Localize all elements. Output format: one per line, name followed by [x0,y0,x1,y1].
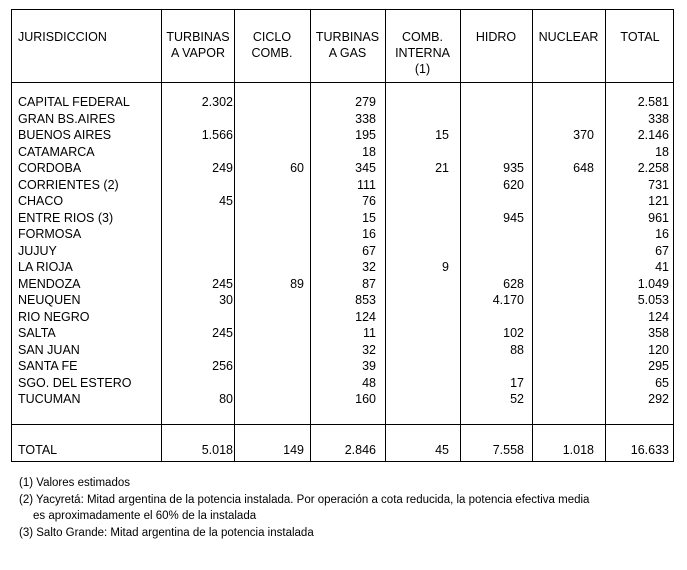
total-label: TOTAL [18,443,58,457]
cell-nuclear: 648 [573,161,594,175]
cell-turbinas-vapor: 245 [212,276,233,291]
cell-turbinas-gas: 111 [356,177,376,192]
cell-jurisdiccion: RIO NEGRO [18,309,90,324]
cell-hidro: 88 [510,342,524,357]
header-nuclear: NUCLEAR [538,30,599,44]
cell-jurisdiccion: MENDOZA [18,276,81,291]
cell-jurisdiccion: SGO. DEL ESTERO [18,375,132,390]
column-divider [234,10,235,461]
cell-hidro: 935 [503,161,524,175]
cell-turbinas-gas: 15 [362,210,376,225]
cell-turbinas-gas: 32 [362,342,376,357]
header-comb-interna: COMB. INTERNA (1) [395,30,450,76]
cell-turbinas-gas: 160 [355,392,376,406]
cell-hidro: 4.170 [492,293,524,307]
footnote-2-continued: es aproximadamente el 60% de la instalada [33,510,257,522]
cell-turbinas-vapor: 256 [212,359,233,373]
cell-comb-interna: 9 [442,260,449,274]
cell-jurisdiccion: GRAN BS.AIRES [18,111,116,126]
cell-jurisdiccion: SAN JUAN [18,342,80,357]
cell-total: 5.053 [637,293,669,307]
total-total: 16.633 [630,443,669,457]
cell-turbinas-gas: 195 [355,128,376,142]
cell-total: 121 [648,194,669,208]
total-hidro: 7.558 [492,443,524,457]
cell-ciclo-comb: 60 [290,161,304,175]
cell-jurisdiccion: BUENOS AIRES [18,128,112,142]
header-total: TOTAL [620,30,660,44]
cell-total: 731 [648,177,669,192]
header-ciclo-comb: CICLO COMB. [251,30,293,60]
header-jurisdiccion: JURISDICCION [18,30,107,44]
cell-hidro: 620 [503,177,524,192]
cell-total: 18 [655,144,669,159]
cell-turbinas-gas: 345 [355,161,376,175]
cell-nuclear: 370 [573,128,594,142]
cell-total: 961 [648,210,669,225]
cell-hidro: 945 [503,210,524,225]
cell-turbinas-gas: 87 [362,276,376,291]
cell-total: 65 [655,375,669,390]
cell-turbinas-vapor: 80 [219,392,233,406]
footnote-1: (1) Valores estimados [19,477,130,489]
cell-total: 2.146 [637,128,669,142]
column-divider [532,10,533,461]
cell-jurisdiccion: TUCUMAN [18,392,81,406]
total-interna: 45 [435,443,449,457]
cell-jurisdiccion: CHACO [18,194,64,208]
cell-turbinas-gas: 11 [363,326,376,340]
cell-jurisdiccion: NEUQUEN [18,293,81,307]
cell-total: 1.049 [637,276,669,291]
cell-hidro: 102 [503,326,524,340]
cell-hidro: 17 [510,375,524,390]
cell-jurisdiccion: CAPITAL FEDERAL [18,95,130,109]
cell-jurisdiccion: LA RIOJA [18,260,73,274]
cell-total: 124 [648,309,669,324]
cell-turbinas-vapor: 2.302 [201,95,233,109]
cell-total: 16 [655,227,669,241]
footnotes [19,475,589,541]
total-ciclo: 149 [283,443,304,457]
cell-hidro: 628 [503,276,524,291]
cell-comb-interna: 15 [435,128,449,142]
cell-turbinas-vapor: 245 [212,326,233,340]
cell-turbinas-gas: 67 [362,243,376,258]
cell-total: 67 [655,243,669,258]
cell-total: 2.258 [637,161,669,175]
header-turbinas-vapor: TURBINAS A VAPOR [166,30,230,60]
cell-turbinas-gas: 18 [362,144,376,159]
cell-jurisdiccion: SANTA FE [18,359,78,373]
cell-turbinas-gas: 76 [362,194,376,208]
total-divider [12,424,673,425]
cell-turbinas-gas: 32 [362,260,376,274]
cell-total: 295 [648,359,669,373]
cell-turbinas-gas: 48 [362,375,376,390]
header-turbinas-gas: TURBINAS A GAS [315,30,380,60]
total-gas: 2.846 [344,443,376,457]
total-vapor: 5.018 [201,443,233,457]
cell-total: 358 [648,326,669,340]
cell-total: 2.581 [637,95,669,109]
cell-jurisdiccion: SALTA [18,326,56,340]
power-table [11,9,674,462]
footnote-3: (3) Salto Grande: Mitad argentina de la potencia instalada [19,526,314,539]
header-divider [12,82,673,83]
column-divider [385,10,386,461]
cell-jurisdiccion: CATAMARCA [18,144,95,159]
cell-jurisdiccion: CORDOBA [18,161,82,175]
cell-turbinas-vapor: 1.566 [201,128,233,142]
cell-total: 41 [655,260,669,274]
cell-turbinas-vapor: 30 [219,293,233,307]
total-nuclear: 1.018 [562,443,594,457]
cell-total: 292 [648,392,669,406]
cell-turbinas-gas: 124 [355,309,376,324]
cell-turbinas-vapor: 45 [219,194,233,208]
cell-hidro: 52 [510,392,524,406]
cell-jurisdiccion: FORMOSA [18,227,82,241]
cell-turbinas-gas: 338 [355,111,376,126]
cell-comb-interna: 21 [435,161,449,175]
cell-ciclo-comb: 89 [290,276,304,291]
cell-jurisdiccion: JUJUY [18,243,57,258]
cell-total: 120 [648,342,669,357]
cell-jurisdiccion: ENTRE RIOS (3) [18,210,114,225]
cell-turbinas-gas: 39 [362,359,376,373]
cell-total: 338 [648,111,669,126]
footnote-2: (2) Yacyretá: Mitad argentina de la potencia instalada. Por operación a cota reducida, la potencia efectiva media [19,493,590,506]
header-hidro: HIDRO [475,30,517,44]
cell-jurisdiccion: CORRIENTES (2) [18,177,119,192]
cell-turbinas-vapor: 249 [212,161,233,175]
cell-turbinas-gas: 853 [355,293,376,307]
cell-turbinas-gas: 279 [355,95,376,109]
cell-turbinas-gas: 16 [362,227,376,241]
